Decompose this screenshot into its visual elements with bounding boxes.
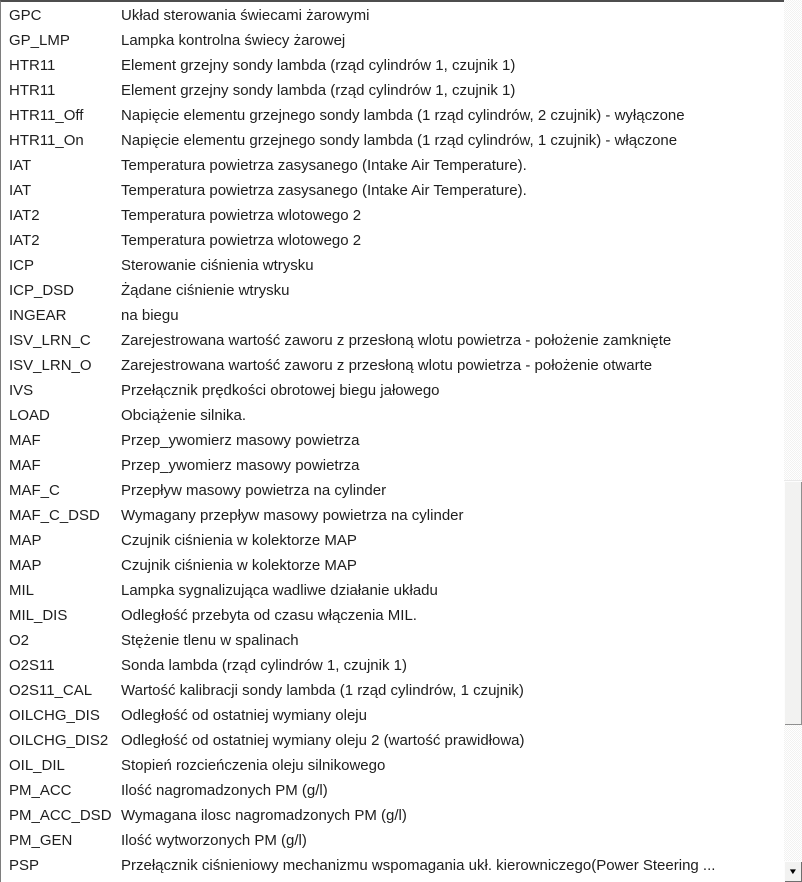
list-item[interactable]: [1, 653, 784, 678]
list-item[interactable]: [1, 178, 784, 203]
list-item[interactable]: [1, 203, 784, 228]
list-item[interactable]: [1, 3, 784, 28]
list-item[interactable]: [1, 528, 784, 553]
parameter-description: Czujnik ciśnienia w kolektorze MAP: [121, 532, 357, 549]
list-item[interactable]: [1, 753, 784, 778]
parameter-code: MAF_C_DSD: [9, 507, 100, 524]
list-item[interactable]: [1, 378, 784, 403]
list-item[interactable]: [1, 728, 784, 753]
parameter-description: Zarejestrowana wartość zaworu z przesłoną wlotu powietrza - położenie zamknięte: [121, 332, 672, 349]
parameter-description: Temperatura powietrza zasysanego (Intake Air Temperature).: [121, 157, 527, 174]
parameter-description: Lampka sygnalizująca wadliwe działanie układu: [121, 582, 438, 599]
list-item[interactable]: [1, 503, 784, 528]
list-item[interactable]: [1, 303, 784, 328]
parameter-code: IAT2: [9, 207, 40, 224]
parameter-code: OIL_DIL: [9, 757, 65, 774]
parameter-description: Sonda lambda (rząd cylindrów 1, czujnik 1): [121, 657, 407, 674]
parameter-code: ICP_DSD: [9, 282, 75, 299]
parameter-description: Wymagany przepływ masowy powietrza na cylinder: [121, 507, 464, 524]
list-item[interactable]: [1, 678, 784, 703]
parameter-code: HTR11_On: [9, 132, 84, 149]
parameter-code: LOAD: [9, 407, 50, 424]
list-item[interactable]: [1, 228, 784, 253]
vertical-scrollbar[interactable]: [784, 0, 802, 882]
parameter-description: Sterowanie ciśnienia wtrysku: [121, 257, 314, 274]
list-item[interactable]: [1, 278, 784, 303]
list-item[interactable]: [1, 353, 784, 378]
parameter-description: Lampka kontrolna świecy żarowej: [121, 32, 346, 49]
parameter-code: O2: [9, 632, 30, 649]
parameter-code: IVS: [9, 382, 34, 399]
parameter-description: Odległość przebyta od czasu włączenia MIL.: [121, 607, 417, 624]
parameter-code: PSP: [9, 857, 40, 874]
parameter-code: GPC: [9, 7, 42, 24]
list-item[interactable]: [1, 553, 784, 578]
parameter-code: O2S11: [9, 657, 55, 674]
parameter-description: Temperatura powietrza zasysanego (Intake Air Temperature).: [121, 182, 527, 199]
parameter-code: MAF: [9, 432, 41, 449]
parameter-description: Układ sterowania świecami żarowymi: [121, 7, 370, 24]
parameter-code: MAF: [9, 457, 41, 474]
parameter-description: Napięcie elementu grzejnego sondy lambda (1 rząd cylindrów, 2 czujnik) - wyłączone: [121, 107, 685, 124]
parameter-description: Temperatura powietrza wlotowego 2: [121, 207, 362, 224]
list-item[interactable]: [1, 53, 784, 78]
parameter-code: ISV_LRN_C: [9, 332, 91, 349]
parameter-description: Odległość od ostatniej wymiany oleju 2 (wartość prawidłowa): [121, 732, 525, 749]
parameter-description: Zarejestrowana wartość zaworu z przesłoną wlotu powietrza - położenie otwarte: [121, 357, 653, 374]
list-item[interactable]: [1, 478, 784, 503]
parameter-description: Temperatura powietrza wlotowego 2: [121, 232, 362, 249]
parameter-code: OILCHG_DIS2: [9, 732, 109, 749]
parameter-code: MIL: [9, 582, 35, 599]
parameter-code: MAP: [9, 532, 42, 549]
list-item[interactable]: [1, 453, 784, 478]
parameter-code: HTR11: [9, 82, 56, 99]
chevron-down-icon: ▼: [787, 866, 799, 876]
parameter-description: Napięcie elementu grzejnego sondy lambda (1 rząd cylindrów, 1 czujnik) - włączone: [121, 132, 678, 149]
parameter-code: PM_ACC: [9, 782, 72, 799]
list-item[interactable]: [1, 153, 784, 178]
parameter-code: GP_LMP: [9, 32, 70, 49]
list-item[interactable]: [1, 853, 784, 878]
parameter-code: MAP: [9, 557, 42, 574]
parameter-code: PM_ACC_DSD: [9, 807, 112, 824]
parameter-description: Wartość kalibracji sondy lambda (1 rząd cylindrów, 1 czujnik): [121, 682, 524, 699]
list-item[interactable]: [1, 28, 784, 53]
parameter-description: Obciążenie silnika.: [121, 407, 247, 424]
parameter-code: INGEAR: [9, 307, 67, 324]
parameter-description: Element grzejny sondy lambda (rząd cylindrów 1, czujnik 1): [121, 82, 516, 99]
parameter-code: PM_GEN: [9, 832, 73, 849]
parameter-description: Przep_ywomierz masowy powietrza: [121, 457, 360, 474]
list-item[interactable]: [1, 128, 784, 153]
parameter-description: Ilość nagromadzonych PM (g/l): [121, 782, 328, 799]
parameter-description: Element grzejny sondy lambda (rząd cylindrów 1, czujnik 1): [121, 57, 516, 74]
list-item[interactable]: [1, 778, 784, 803]
parameter-code: OILCHG_DIS: [9, 707, 100, 724]
parameter-code: ISV_LRN_O: [9, 357, 92, 374]
list-item[interactable]: [1, 103, 784, 128]
parameter-code: MAF_C: [9, 482, 60, 499]
list-item[interactable]: [1, 78, 784, 103]
parameter-description: Żądane ciśnienie wtrysku: [121, 282, 290, 299]
parameter-code: ICP: [9, 257, 35, 274]
list-item[interactable]: [1, 328, 784, 353]
parameter-description: Odległość od ostatniej wymiany oleju: [121, 707, 367, 724]
list-item[interactable]: [1, 253, 784, 278]
list-item[interactable]: [1, 603, 784, 628]
list-item[interactable]: [1, 803, 784, 828]
parameter-code: IAT: [9, 182, 32, 199]
parameter-code: IAT2: [9, 232, 40, 249]
list-item[interactable]: [1, 828, 784, 853]
parameter-description: Stopień rozcieńczenia oleju silnikowego: [121, 757, 386, 774]
parameter-description: Przep_ywomierz masowy powietrza: [121, 432, 360, 449]
parameter-description: Czujnik ciśnienia w kolektorze MAP: [121, 557, 357, 574]
parameter-description: na biegu: [121, 307, 179, 324]
parameter-description: Przepływ masowy powietrza na cylinder: [121, 482, 387, 499]
list-item[interactable]: [1, 628, 784, 653]
parameter-description: Przełącznik ciśnieniowy mechanizmu wspomagania ukł. kierowniczego(Power Steering ...: [121, 857, 716, 874]
list-item[interactable]: [1, 403, 784, 428]
parameter-description: Przełącznik prędkości obrotowej biegu jałowego: [121, 382, 440, 399]
list-item[interactable]: [1, 578, 784, 603]
parameter-code: HTR11_Off: [9, 107, 84, 124]
parameter-description: Ilość wytworzonych PM (g/l): [121, 832, 307, 849]
parameter-code: IAT: [9, 157, 32, 174]
scrollbar-thumb[interactable]: [784, 480, 802, 725]
scroll-down-button[interactable]: [784, 861, 802, 882]
parameter-code: O2S11_CAL: [9, 682, 93, 699]
parameter-code: HTR11: [9, 57, 56, 74]
parameter-rows: [1, 2, 784, 878]
list-item[interactable]: [1, 703, 784, 728]
list-item[interactable]: [1, 428, 784, 453]
parameter-description: Stężenie tlenu w spalinach: [121, 632, 299, 649]
parameter-description: Wymagana ilosc nagromadzonych PM (g/l): [121, 807, 407, 824]
parameter-code: MIL_DIS: [9, 607, 68, 624]
